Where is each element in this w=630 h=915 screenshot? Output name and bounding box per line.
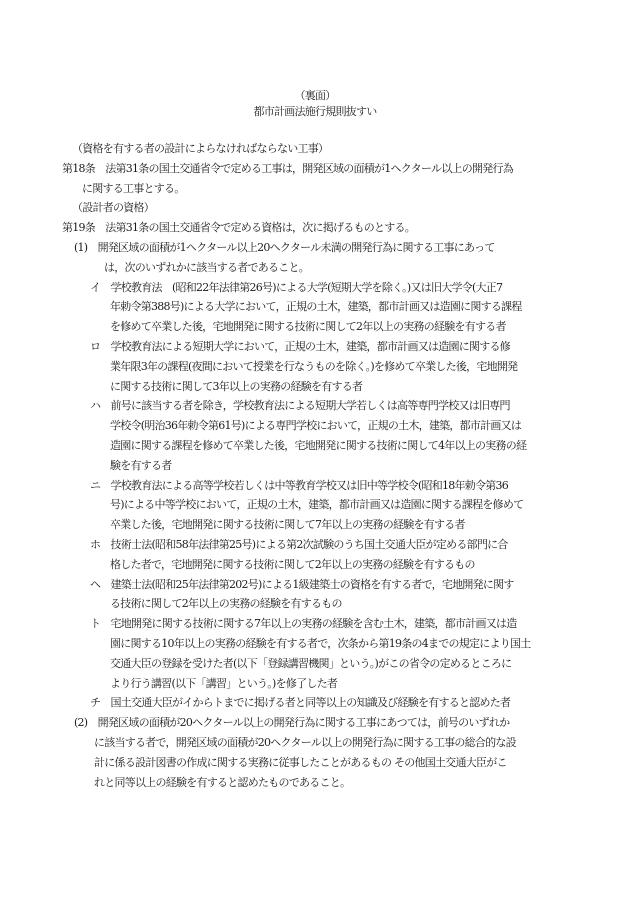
subitem-ha-line: 験を有する者: [110, 458, 172, 472]
subitem-to-line: より行う講習(以下「講習」という。)を修了した者: [110, 676, 338, 690]
item-2-line: 計に係る設計図書の作成に関する実務に従事したことがあるもの その他国土交通大臣がこ: [94, 755, 507, 769]
article-18: [0, 159, 630, 199]
subitem-chi: チ 国土交通大臣がイからトまでに掲げる者と同等以上の知識及び経験を有すると認めた者: [90, 696, 511, 710]
subitem-ro-line: 業年限3年の課程(夜間において授業を行なうものを除く。)を修めて卒業した後，宅地開発: [110, 359, 518, 373]
subitem-he: [0, 575, 630, 615]
subitem-i-line: を修めて卒業した後，宅地開発に関する技術に関して2年以上の実務の経験を有する者: [110, 320, 506, 334]
item-2-line: れと同等以上の経験を有すると認めたものであること。: [94, 775, 351, 789]
subitem-ha: [0, 396, 630, 475]
subitem-to-line: 園に関する10年以上の実務の経験を有する者で，次条から第19条の4までの規定により国土: [110, 636, 531, 650]
subitem-to: [0, 614, 630, 693]
subitem-to-line: 交通大臣の登録を受けた者(以下「登録講習機関」という。)がこの省令の定めるところに: [110, 656, 512, 670]
subitem-i-line: 年勅令第388号)による大学において，正規の土木，建築，都市計画又は造園に関する課程: [110, 300, 522, 314]
subitem-ni-line: 号)による中等学校において，正規の土木，建築，都市計画又は造園に関する課程を修めて: [110, 498, 524, 512]
subitem-ha-line: ハ 前号に該当する者を除き，学校教育法による短期大学若しくは高等専門学校又は旧専門: [90, 399, 510, 413]
article-19-caption: （設計者の資格）: [72, 201, 154, 215]
subitem-i-line: イ 学校教育法 (昭和22年法律第26号)による大学(短期大学を除く。)又は旧大学令(大正7: [90, 280, 503, 294]
article-18-line: に関する工事とする。: [82, 181, 185, 195]
subitem-he-line: る技術に関して2年以上の実務の経験を有するもの: [110, 597, 342, 611]
subitem-ho: [0, 535, 630, 575]
subitem-ho-line: 格した者で，宅地開発に関する技術に関して2年以上の実務の経験を有するもの: [110, 557, 475, 571]
subitem-ro-line: に関する技術に関して3年以上の実務の経験を有する者: [110, 379, 363, 393]
subitem-ha-line: 造園に関する課程を修めて卒業した後，宅地開発に関する技術に関して4年以上の実務の経: [110, 438, 527, 452]
subitem-ho-line: ホ 技術士法(昭和58年法律第25号)による第2次試験のうち国土交通大臣が定める部門に合: [90, 537, 508, 551]
article-18-caption: （資格を有する者の設計によらなければならない工事）: [72, 142, 329, 155]
subitem-ha-line: 学校令(明治36年勅令第61号)による専門学校において，正規の土木，建築，都市計画又は: [110, 419, 522, 433]
article-19: 第19条 法第31条の国土交通省令で定める資格は，次に掲げるものとする。: [62, 221, 415, 235]
document-title: 都市計画法施行規則抜すい: [253, 105, 377, 118]
item-1-line: は，次のいずれかに該当する者であること。: [104, 260, 309, 274]
subitem-to-line: ト 宅地開発に関する技術に関する7年以上の実務の経験を含む土木，建築，都市計画又は造: [90, 617, 517, 631]
subitem-ni: [0, 476, 630, 535]
side-label: （裏面）: [294, 89, 336, 102]
item-1: [0, 238, 630, 278]
item-2: [0, 713, 630, 792]
subitem-i: [0, 278, 630, 337]
subitem-he-line: ヘ 建築士法(昭和25年法律第202号)による1級建築士の資格を有する者で，宅地開発に関す: [90, 577, 514, 591]
article-18-line: 第18条 法第31条の国土交通省令で定める工事は，開発区域の面積が1ヘクタール以上の開発行為: [62, 161, 514, 175]
subitem-ro: [0, 337, 630, 396]
item-2-line: (2) 開発区域の面積が20ヘクタール以上の開発行為に関する工事にあつては，前号のいずれか: [74, 716, 510, 730]
subitem-ro-line: ロ 学校教育法による短期大学において，正規の土木，建築，都市計画又は造園に関する修: [90, 339, 511, 353]
item-1-line: (1) 開発区域の面積が1ヘクタール以上20ヘクタール未満の開発行為に関する工事にあって: [74, 240, 495, 254]
document-body: [0, 139, 630, 792]
subitem-ni-line: 卒業した後，宅地開発に関する技術に関して7年以上の実務の経験を有する者: [110, 518, 465, 532]
item-2-line: に該当する者で，開発区域の面積が20ヘクタール以上の開発行為に関する工事の総合的な設: [94, 735, 516, 749]
subitem-ni-line: ニ 学校教育法による高等学校若しくは中等教育学校又は旧中等学校令(昭和18年勅令第36: [90, 478, 509, 492]
